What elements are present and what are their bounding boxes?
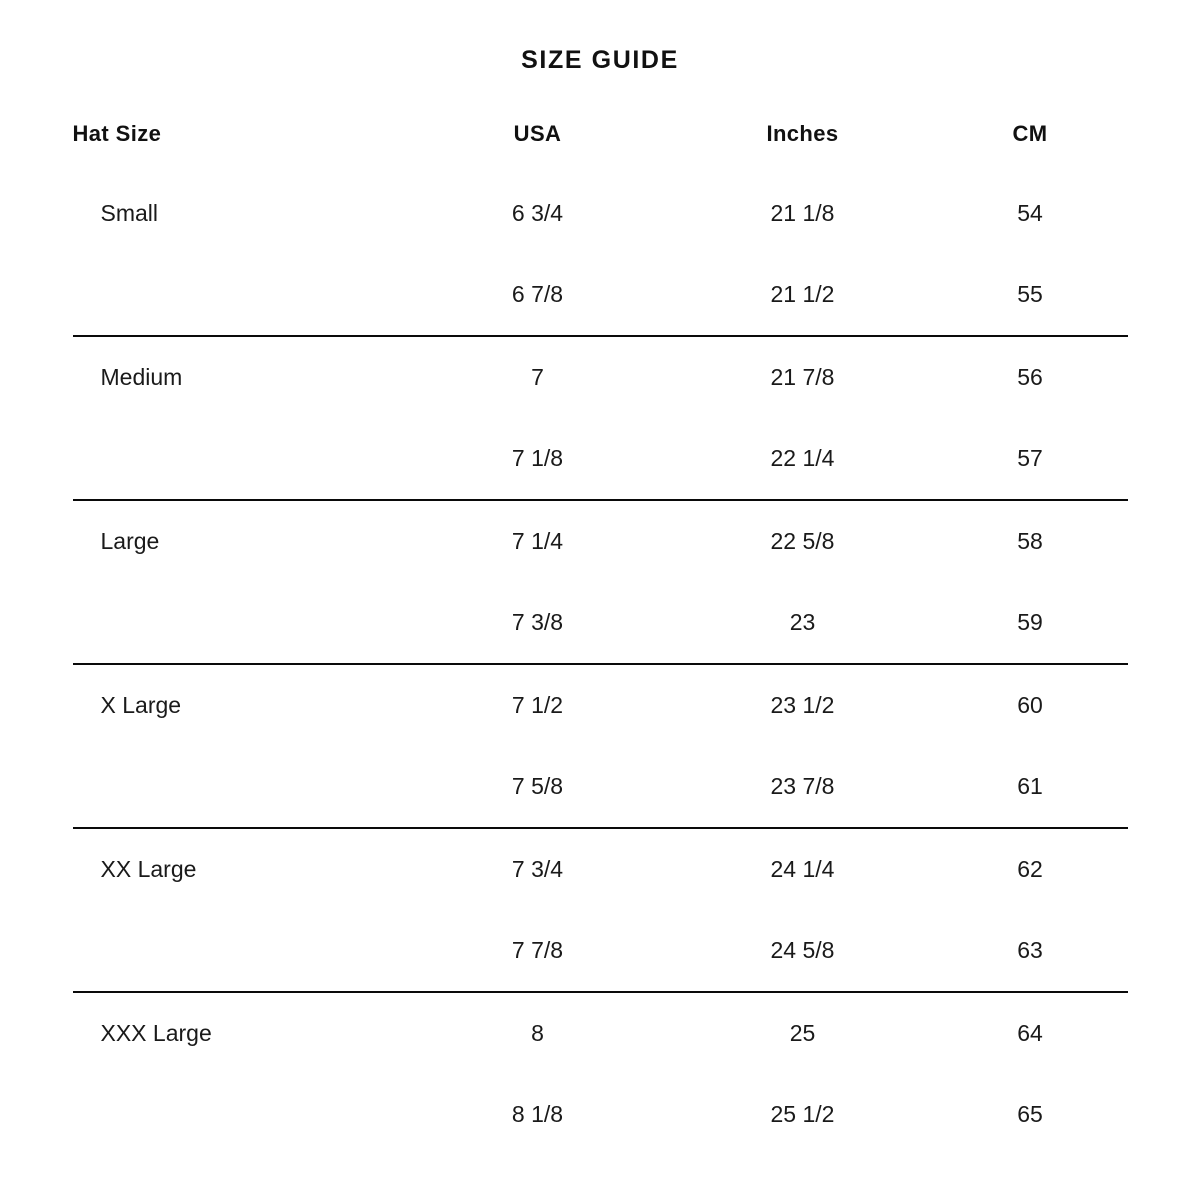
cell-usa: 7 3/4 (403, 828, 673, 910)
cell-usa: 8 1/8 (511, 1101, 564, 1127)
cell-usa: 7 1/2 (403, 664, 673, 746)
cell-cm: 54 (1017, 200, 1043, 226)
cell-cm: 58 (933, 500, 1128, 582)
cell-hat-size (73, 582, 403, 664)
cell-usa: 7 1/8 (511, 445, 564, 471)
column-header-cm: CM (1012, 121, 1048, 146)
cell-hat-size: XXX Large (73, 992, 403, 1074)
table-row (73, 664, 1128, 746)
cell-inches: 22 1/4 (770, 445, 835, 471)
page-title: SIZE GUIDE (521, 46, 679, 74)
cell-usa: 7 1/4 (403, 500, 673, 582)
cell-usa: 7 3/8 (511, 609, 564, 635)
cell-hat-size: XX Large (73, 828, 403, 910)
cell-cm: 59 (1017, 609, 1043, 635)
table-row (73, 254, 1128, 336)
table-row (73, 910, 1128, 992)
size-guide-table (73, 111, 1128, 1155)
cell-inches: 25 1/2 (770, 1101, 835, 1127)
cell-cm: 60 (933, 664, 1128, 746)
table-row (73, 992, 1128, 1074)
cell-hat-size: Medium (73, 336, 403, 418)
cell-usa: 7 7/8 (511, 937, 564, 963)
table-row (73, 418, 1128, 500)
column-header-usa: USA (513, 121, 562, 146)
cell-hat-size (73, 910, 403, 992)
cell-hat-size: Large (73, 500, 403, 582)
cell-inches: 22 5/8 (673, 500, 933, 582)
column-header-hat-size: Hat Size (72, 121, 162, 146)
cell-inches: 21 1/8 (770, 200, 835, 226)
cell-usa: 6 7/8 (511, 281, 564, 307)
table-row (73, 828, 1128, 910)
table-header (73, 111, 1128, 173)
cell-hat-size (73, 418, 403, 500)
cell-inches: 21 7/8 (673, 336, 933, 418)
cell-inches: 24 1/4 (673, 828, 933, 910)
cell-usa: 6 3/4 (511, 200, 564, 226)
cell-inches: 23 1/2 (673, 664, 933, 746)
cell-cm: 64 (933, 992, 1128, 1074)
table-row (73, 746, 1128, 828)
cell-cm: 62 (933, 828, 1128, 910)
cell-hat-size: Small (100, 200, 159, 226)
cell-usa: 7 (403, 336, 673, 418)
cell-inches: 24 5/8 (770, 937, 835, 963)
table-row (73, 582, 1128, 664)
table-body (73, 173, 1128, 1155)
table-row (73, 336, 1128, 418)
table-header-row (73, 111, 1128, 173)
cell-cm: 65 (1017, 1101, 1043, 1127)
cell-usa: 8 (403, 992, 673, 1074)
cell-hat-size: X Large (73, 664, 403, 746)
cell-cm: 55 (1017, 281, 1043, 307)
table-row (73, 500, 1128, 582)
cell-cm: 57 (1017, 445, 1043, 471)
column-header-inches: Inches (766, 121, 839, 146)
cell-inches: 25 (673, 992, 933, 1074)
cell-inches: 23 (789, 609, 816, 635)
cell-cm: 63 (1017, 937, 1043, 963)
cell-hat-size (73, 1074, 403, 1155)
cell-cm: 56 (933, 336, 1128, 418)
cell-inches: 21 1/2 (770, 281, 835, 307)
cell-cm: 61 (1017, 773, 1043, 799)
table-row (73, 1074, 1128, 1155)
cell-inches: 23 7/8 (770, 773, 835, 799)
cell-hat-size (73, 254, 403, 336)
table-row (73, 173, 1128, 254)
cell-hat-size (73, 746, 403, 828)
cell-usa: 7 5/8 (511, 773, 564, 799)
